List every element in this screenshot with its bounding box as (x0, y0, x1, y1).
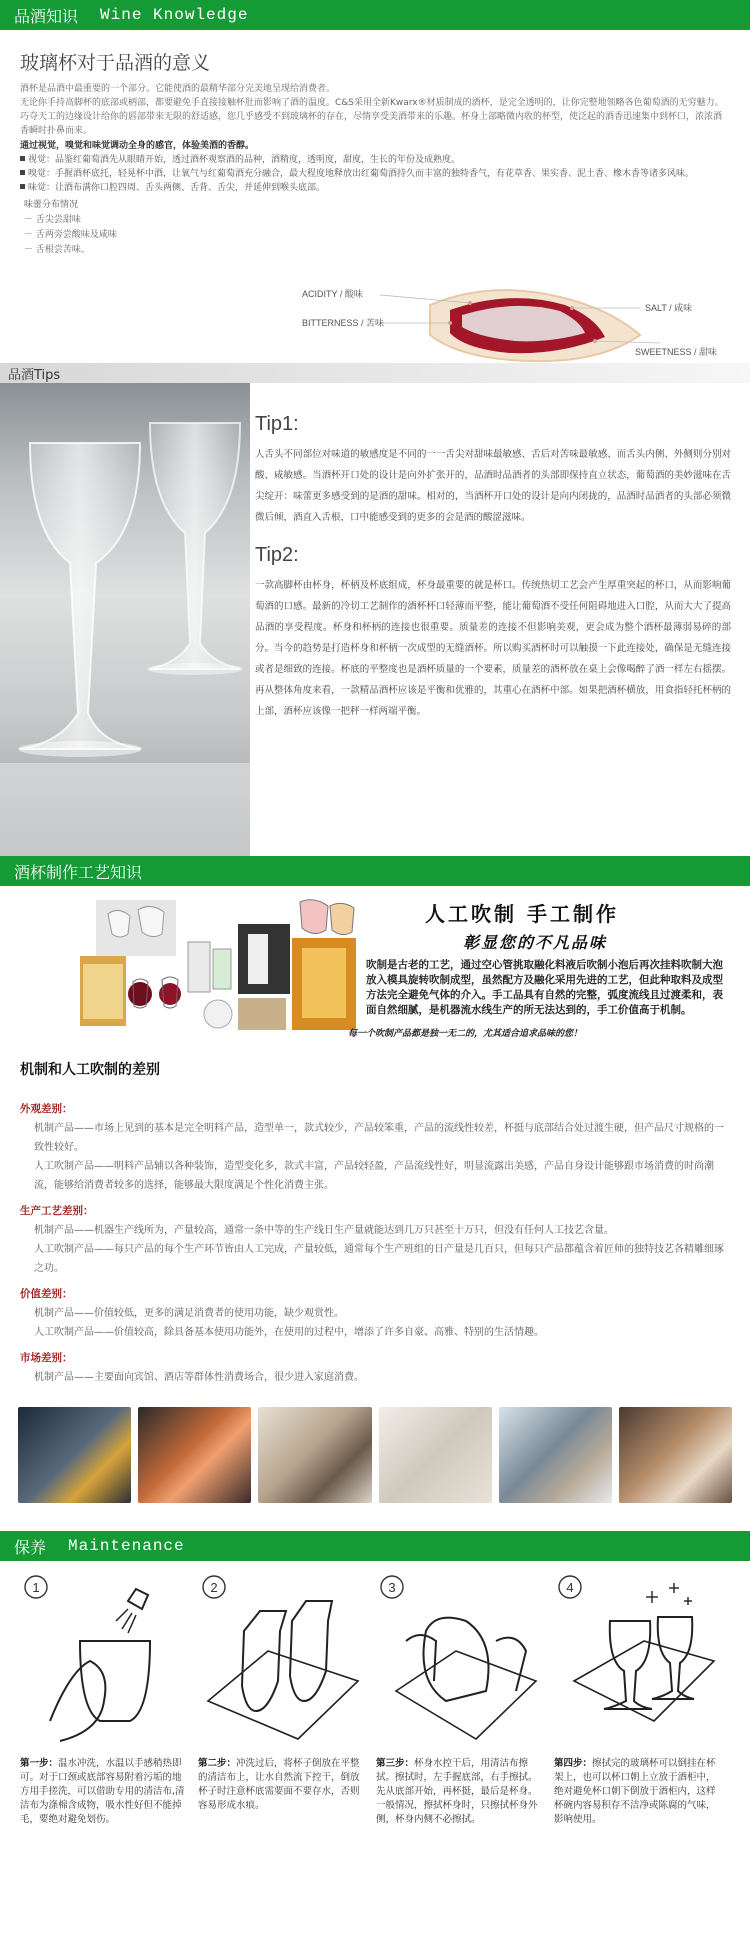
rinse-illustration (20, 1571, 186, 1743)
dist-item: － 舌两旁尝酸味及咸味 (24, 230, 117, 240)
photo-glassblowing (18, 1407, 131, 1503)
marker-dot-icon (468, 301, 472, 305)
marker-dot-icon (448, 321, 452, 325)
craft-footer: 每一个吹制产品都是独一无二的，尤其适合追求品味的您！ (348, 1029, 583, 1039)
header-cn: 保养 (14, 1537, 47, 1557)
diff-paragraph: 机制产品——价值较低，更多的满足消费者的使用功能，缺少观赏性。 (34, 1308, 344, 1319)
acidity-label: ACIDITY / 酸味 (302, 289, 363, 299)
section-title: 玻璃杯对于品酒的意义 (20, 52, 211, 74)
diff-paragraph: 机制产品——机器生产线所为，产量较高，通常一条中等的生产线日生产量就能达到几万只甚至十万只，但没有任何人工技艺含量。 (34, 1225, 614, 1236)
sweetness-label: SWEETNESS / 甜味 (635, 347, 718, 357)
step-2 (198, 1571, 364, 1827)
maintenance-steps (0, 1561, 750, 1827)
difference-title: 机制和人工吹制的差别 (20, 1062, 160, 1078)
wine-glasses-photo (0, 383, 250, 856)
maintenance-header (0, 1531, 750, 1561)
dist-item: － 舌尖尝甜味 (24, 215, 81, 225)
diff-paragraph: 机制产品——市场上见到的基本是完全明料产品，造型单一，款式较少，产品较笨重，产品的流线性较差，杯挺与底部结合处过渡生硬，但产品尺寸规格的一致性较好。 (34, 1123, 724, 1153)
step-desc: 杯身水控干后，用清洁布擦拭。擦拭时，左手握底部，右手擦拭。先从底部开始，再杯挺，最后是杯身。一般情况，擦拭杯身时，只擦拭杯身外侧，杯身内侧不必擦拭。 (376, 1758, 538, 1825)
maintenance-wrapper (0, 1531, 750, 1827)
tip1-text: 人舌头不同部位对味道的敏感度是不同的一一舌尖对甜味最敏感、舌后对苦味最敏感、而舌头内侧、外侧则分别对酸、咸敏感。当酒杯开口处的设计是向外扩张开的，品酒时品酒者的头部即保持直立状态，葡萄酒的美妙滋味在舌尖绽开：味蕾更多感受到的是酒的甜味。相对的，当酒杯开口处的设计是向内闭拢的，品酒时品酒者的头部必须微微后倾，酒直入舌根，口中能感受到的更多的会是酒的酸涩滋味。 (255, 449, 731, 523)
step-number: 1 (32, 1580, 40, 1595)
step-number: 4 (566, 1580, 574, 1595)
step-text (198, 1757, 364, 1813)
tongue-diagram (302, 275, 730, 365)
bitterness-label: BITTERNESS / 苦味 (302, 318, 385, 328)
wipe-illustration (376, 1571, 542, 1743)
marker-dot-icon (570, 306, 574, 310)
bullet-square-icon (20, 170, 25, 175)
bullet-smell (20, 167, 730, 181)
step-4 (554, 1571, 720, 1827)
step-text (20, 1757, 186, 1827)
craft-body: 吹制是古老的工艺，通过空心管挑取融化料液后吹制小泡后再次挂料吹制大泡放入模具旋转吹制成型，虽然配方及融化采用先进的工艺，但此种取料及成型方法完全避免气体的介入。手工品具有自然的完整，弧度流线且过渡柔和，表面自然细腻，是机器流水线生产的所无法达到的，手工价值高于机制。 (366, 959, 723, 1016)
header-en: Maintenance (68, 1537, 185, 1555)
tip2-title: Tip2: (255, 544, 299, 566)
intro-paragraph: 无论你手持高脚杯的底部或柄部，都要避免手直接接触杯肚而影响了酒的温度。C&S采用全新Kwarx®材质制成的酒杯，是完全透明的，让你完整地领略各色葡萄酒的无穷魅力。巧夺天工的边缘设计给你的唇部带来无限的舒适感，您几乎感受不到玻璃杯的存在，尽情享受美酒带来的乐趣。杯身上部略微内收的杯型，使泛起的酒香迅速集中到杯口，浓浓酒香瞬时扑鼻而来。 (20, 98, 724, 136)
tips-section (0, 383, 750, 856)
salt-label: SALT / 咸味 (645, 303, 693, 313)
bullet-square-icon (20, 184, 25, 189)
drain-illustration (198, 1571, 364, 1743)
wine-knowledge-section (0, 30, 750, 363)
wine-knowledge-header (0, 0, 750, 30)
store-illustration (554, 1571, 720, 1743)
diff-paragraph: 人工吹制产品——明料产品辅以各种装饰，造型变化多，款式丰富，产品较轻盈，产品流线性好，明显流露出美感，产品自身设计能够跟市场消费的时尚潮流，能够给消费者较多的选择，能够最大限度满足个性化消费主张。 (34, 1161, 714, 1191)
step-number: 3 (388, 1580, 396, 1595)
tip2-text: 一款高脚杯由杯身，杯柄及杯底组成，杯身最重要的就是杯口。传统热切工艺会产生厚重突起的杯口，从而影响葡萄酒的口感。最新的冷切工艺制作的酒杯杯口轻薄而平整，能让葡萄酒不受任何阻碍地进入口腔，从而大大了提高品酒的享受程度。杯身和杯柄的连接也很重要。质量差的连接不但影响美观，更会成为整个酒杯最薄弱易碎的部分。当今的趋势是打造杯身和杯柄一次成型的无缝酒杯。所以购买酒杯时可以触摸一下此连接处，确保是无缝连接或者是细致的连接。杯底的平整度也是酒杯质量的一个要素，质量差的酒杯放在桌上会像喝醉了酒一样左右摇摆。再从整体角度来看，一款精品酒杯应该是平衡和优雅的，其重心在酒杯中部。如果把酒杯横放，用食指轻托杯柄的上部，酒杯应该像一把秤一样两端平衡。 (255, 580, 731, 717)
difference-section (0, 1059, 750, 1387)
step-desc: 冲洗过后，将杯子倒放在平整的清洁布上，让水自然流下控干，倒放杯子时注意杯底需要面不要存水，否则容易形成水痕。 (198, 1758, 360, 1811)
header-cn: 品酒知识 (14, 6, 79, 26)
craft-subtitle: 彰显您的不凡品味 (463, 933, 608, 952)
bullet-square-icon (20, 156, 25, 161)
diff-paragraph: 机制产品——主要面向宾馆、酒店等群体性消费场合，很少进入家庭消费。 (34, 1372, 364, 1383)
tips-text (255, 413, 731, 722)
header-cn: 酒杯制作工艺知识 (14, 862, 143, 882)
header-en: Wine Knowledge (100, 6, 249, 24)
craft-collage (78, 894, 360, 1032)
step-label: 第四步： (554, 1758, 593, 1769)
step-desc: 擦拭完的玻璃杯可以倒挂在杯架上，也可以杯口朝上立放于酒柜中，绝对避免杯口朝下倒放于酒柜内，这样杯碗内容易积存不洁净或陈腐的气味，影响使用。 (554, 1758, 716, 1825)
photo-strip (0, 1407, 750, 1503)
bullet-text: 味觉：让酒布满你口腔四周、舌头两侧、舌背、舌尖，并延伸到喉头底部。 (28, 183, 326, 193)
photo-hot-glass (138, 1407, 251, 1503)
diff-heading-appearance: 外观差别： (20, 1103, 73, 1115)
dist-title: 味蕾分布情况 (24, 200, 79, 210)
craft-section (0, 886, 750, 1039)
marker-dot-icon (593, 339, 597, 343)
diff-paragraph: 人工吹制产品——每只产品的每个生产环节皆由人工完成，产量较低，通常每个生产班组的日产量是几百只，但每只产品都蕴含着匠师的独特技艺各精雕细琢之功。 (34, 1244, 724, 1274)
step-label: 第一步： (20, 1758, 59, 1769)
step-label: 第二步： (198, 1758, 237, 1769)
step-text (554, 1757, 720, 1827)
step-label: 第三步： (376, 1758, 415, 1769)
craft-title: 人工吹制 手工制作 (425, 902, 619, 926)
diff-heading-process: 生产工艺差别： (20, 1205, 94, 1217)
diff-paragraph: 人工吹制产品——价值较高，除具备基本使用功能外，在使用的过程中，增添了许多自豪、高雅、特别的生活情趣。 (34, 1327, 544, 1338)
step-desc: 温水冲洗，水温以手感稍热即可。对于口颈或底部容易附着污垢的地方用手搓洗，可以借助专用的清洁布,清洁布为涤棉含成物，吸水性好但不能掉毛，要绝对避免划伤。 (20, 1758, 185, 1825)
tips-header: 品酒Tips (0, 363, 750, 383)
bullet-text: 视觉：品鉴红葡萄酒先从眼睛开始，透过酒杯观察酒的品种，酒精度，透明度，甜度，生长的年份及成熟度。 (28, 155, 461, 165)
diff-heading-market: 市场差别： (20, 1352, 73, 1364)
bullet-text: 嗅觉：手握酒杯底托，轻晃杯中酒，让氧气与红葡萄酒充分融合，最大程度地释放出红葡萄酒持久而丰富的独特香气，有花草香、果实香、泥土香、橡木香等诸多风味。 (28, 169, 695, 179)
intro-paragraph: 酒杯是品酒中最重要的一个部分。它能使酒的最精华部分完美地呈现给消费者。 (20, 84, 336, 94)
intro-emphasis: 通过视觉，嗅觉和味觉调动全身的感官，体验美酒的香醇。 (20, 141, 255, 151)
dist-item: － 舌根尝苦味。 (24, 245, 90, 255)
tip1-title: Tip1: (255, 413, 299, 435)
photo-woman-wine (619, 1407, 732, 1503)
step-number: 2 (210, 1580, 218, 1595)
diff-heading-value: 价值差别： (20, 1288, 73, 1300)
photo-couple (499, 1407, 612, 1503)
wine-glass-illustration (0, 383, 250, 856)
taste-distribution (20, 198, 730, 258)
bullet-taste (20, 181, 730, 195)
photo-table-setting (379, 1407, 492, 1503)
step-text (376, 1757, 542, 1827)
bullet-vision (20, 153, 730, 167)
step-3 (376, 1571, 542, 1827)
craft-header (0, 856, 750, 886)
photo-sommelier (258, 1407, 371, 1503)
step-1 (20, 1571, 186, 1827)
